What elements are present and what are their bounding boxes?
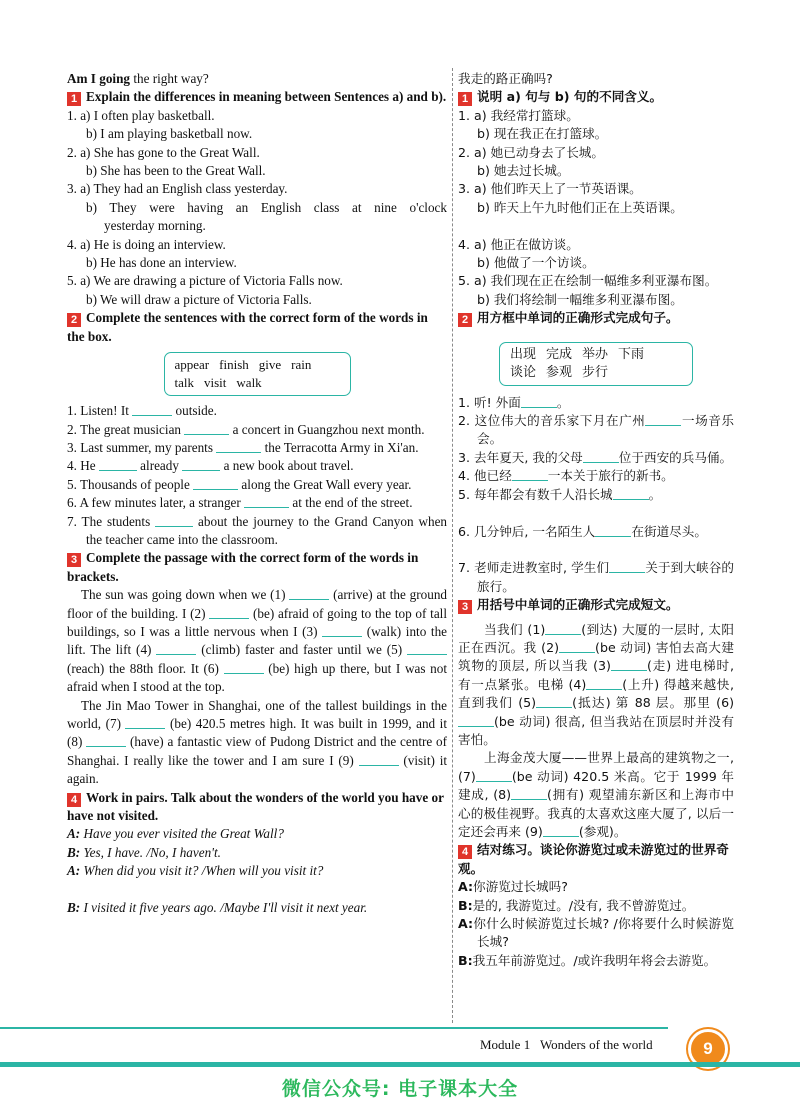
answer-blank[interactable] (125, 716, 165, 729)
list-item: 5. a) We are drawing a picture of Victoria Falls now. (67, 273, 343, 289)
footer-rule (0, 1027, 668, 1029)
page-number-badge: 9 (688, 1029, 728, 1069)
answer-blank[interactable] (586, 677, 622, 690)
question: 5. 每年都会有数千人沿长城 。 (458, 486, 662, 502)
answer-blank[interactable] (156, 642, 196, 655)
footer-band (0, 1062, 800, 1067)
word-box: appear finish give rain talk visit walk (164, 352, 351, 396)
passage-paragraph-cn: 上海金茂大厦——世界上最高的建筑物之一, (7) (be 动词) 420.5 米高。它于 1999 年建成, (8) (拥有) 观望浦东新区和上海市中心的极佳视野。我真的太喜欢这座大厦了, 以后一定还会再来 (9) (参观)。 (458, 750, 734, 839)
section-badge: 2 (458, 313, 472, 327)
list-item: 3. a) They had an English class yesterday. (67, 181, 288, 197)
list-item: 2. a) 她已动身去了长城。 (458, 144, 604, 160)
section-badge: 2 (67, 313, 81, 327)
list-item: b) 我们将绘制一幅维多利亚瀑布图。 (477, 291, 683, 307)
dialogue-line: A:你什么时候游览过长城? /你将要什么时候游览长城? (458, 916, 734, 950)
list-item: b) She has been to the Great Wall. (86, 163, 266, 179)
passage-paragraph: The sun was going down when we (1) (arrive) at the ground floor of the building. I (2) (be) afraid of going to the top of tall buildings, so I was a little nervous when I (3) (walk) into the lift. The lift (4) (climb) faster and faster until we (5) (reach) the 88th floor. It (6) (be) high up there, but I was not afraid when I stood at the top. (67, 587, 448, 695)
answer-blank[interactable] (613, 487, 649, 500)
dialogue-line: B: I visited it five years ago. /Maybe I'll visit it next year. (67, 900, 368, 916)
answer-blank[interactable] (132, 403, 172, 416)
lesson-title-cn: 我走的路正确吗? (458, 71, 553, 86)
list-item: 4. a) He is doing an interview. (67, 236, 226, 252)
answer-blank[interactable] (609, 560, 645, 573)
section-badge: 4 (67, 793, 81, 807)
dialogue-line: B:是的, 我游览过。/没有, 我不曾游览过。 (458, 897, 695, 913)
answer-blank[interactable] (289, 587, 329, 600)
section-1-heading-cn: 1 说明 a) 句与 b) 句的不同含义。 (458, 88, 734, 106)
english-column (67, 70, 447, 917)
dialogue-line: B: Yes, I have. /No, I haven't. (67, 844, 221, 860)
list-item: 1. a) I often play basketball. (67, 107, 215, 123)
list-item: b) He has done an interview. (86, 255, 237, 271)
question: 7. The students about the journey to the Grand Canyon when the teacher came into the classroom. (67, 513, 448, 547)
section-badge: 1 (458, 92, 472, 106)
answer-blank[interactable] (184, 422, 229, 435)
answer-blank[interactable] (583, 450, 619, 463)
answer-blank[interactable] (645, 413, 681, 426)
list-item: b) 他做了一个访谈。 (477, 255, 595, 271)
question: 6. 几分钟后, 一名陌生人 在街道尽头。 (458, 523, 707, 539)
answer-blank[interactable] (559, 640, 595, 653)
question: 1. Listen! It outside. (67, 403, 217, 419)
question: 3. Last summer, my parents the Terracotta Army in Xi'an. (67, 439, 419, 455)
section-badge: 4 (458, 845, 472, 859)
dialogue-line: B:我五年前游览过。/或许我明年将会去游览。 (458, 952, 717, 968)
answer-blank[interactable] (244, 495, 289, 508)
answer-blank[interactable] (99, 458, 137, 471)
list-item: yesterday morning. (104, 218, 206, 234)
dialogue-line: A:你游览过长城吗? (458, 879, 568, 895)
question: 2. The great musician a concert in Guangzhou next month. (67, 421, 425, 437)
answer-blank[interactable] (359, 753, 399, 766)
list-item: 4. a) 他正在做访谈。 (458, 236, 579, 252)
list-item: b) 现在我正在打篮球。 (477, 126, 608, 142)
section-3-heading-cn: 3 用括号中单词的正确形式完成短文。 (458, 596, 734, 614)
list-item: b) 她去过长城。 (477, 163, 570, 179)
answer-blank[interactable] (86, 734, 126, 747)
answer-blank[interactable] (536, 695, 572, 708)
question: 5. Thousands of people along the Great Wall every year. (67, 476, 412, 492)
answer-blank[interactable] (512, 468, 548, 481)
answer-blank[interactable] (511, 787, 547, 800)
answer-blank[interactable] (476, 769, 512, 782)
dialogue-line: A: Have you ever visited the Great Wall? (67, 826, 284, 842)
answer-blank[interactable] (182, 458, 220, 471)
answer-blank[interactable] (595, 524, 631, 537)
section-2-heading-cn: 2 用方框中单词的正确形式完成句子。 (458, 309, 734, 327)
question: 6. A few minutes later, a stranger at the end of the street. (67, 495, 413, 511)
list-item: b) 昨天上午九时他们正在上英语课。 (477, 199, 683, 215)
question: 4. He already a new book about travel. (67, 458, 354, 474)
answer-blank[interactable] (322, 624, 362, 637)
answer-blank[interactable] (216, 440, 261, 453)
passage-paragraph-cn: 当我们 (1) (到达) 大厦的一层时, 太阳正在西沉。我 (2) (be 动词) 害怕去高大建筑物的顶层, 所以当我 (3) (走) 进电梯时, 有一点紧张。电梯 (4) (上升) 得越来越快, 直到我们 (5) (抵达) 第 88 层。那里 (6)(be 动词) 很高, 但当我站在顶层时并没有害怕。 (458, 621, 735, 747)
section-4-heading: 4 Work in pairs. Talk about the wonders of the world you have or have not visited. (67, 789, 444, 824)
list-item: b) They were having an English class at nine o'clock (86, 199, 447, 215)
answer-blank[interactable] (521, 395, 557, 408)
chinese-column (458, 70, 734, 970)
section-2-heading: 2 Complete the sentences with the correct form of the words in the box. (67, 310, 428, 344)
column-divider (452, 68, 453, 1023)
section-badge: 3 (458, 600, 472, 614)
answer-blank[interactable] (545, 622, 581, 635)
question: 7. 老师走进教室时, 学生们 关于到大峡谷的旅行。 (458, 560, 735, 594)
dialogue-line: A: When did you visit it? /When will you visit it? (67, 863, 324, 879)
list-item: 1. a) 我经常打篮球。 (458, 107, 579, 123)
answer-blank[interactable] (193, 477, 238, 490)
section-4-heading-cn: 4 结对练习。谈论你游览过或未游览过的世界奇观。 (458, 842, 729, 876)
footer-module-title: Module 1 Wonders of the world (480, 1037, 653, 1052)
question: 2. 这位伟大的音乐家下月在广州 一场音乐会。 (458, 413, 734, 447)
question: 4. 他已经 一本关于旅行的新书。 (458, 468, 674, 484)
list-item: 2. a) She has gone to the Great Wall. (67, 144, 260, 160)
section-3-heading: 3 Complete the passage with the correct form of the words in brackets. (67, 550, 419, 584)
lesson-title: Am I going the right way? (67, 71, 209, 86)
answer-blank[interactable] (458, 714, 494, 727)
list-item: b) We will draw a picture of Victoria Falls. (86, 291, 312, 307)
list-item: b) I am playing basketball now. (86, 126, 253, 142)
word-box-cn: 出现 完成 举办 下雨 谈论 参观 步行 (499, 342, 693, 386)
section-badge: 3 (67, 553, 81, 567)
answer-blank[interactable] (543, 824, 579, 837)
answer-blank[interactable] (209, 606, 249, 619)
question: 3. 去年夏天, 我的父母 位于西安的兵马俑。 (458, 449, 733, 465)
list-item: 5. a) 我们现在正在绘制一幅维多利亚瀑布图。 (458, 273, 718, 289)
question: 1. 听! 外面 。 (458, 394, 570, 410)
section-badge: 1 (67, 92, 81, 106)
passage-paragraph: The Jin Mao Tower in Shanghai, one of the tallest buildings in the world, (7) (be) 420.5 metres high. It was built in 1999, and it (8) (have) a fantastic view of Pudong District and the centre of Shanghai. I really like the tower and I am sure I (9) (visit) it again. (67, 697, 448, 787)
section-1-heading: 1 Explain the differences in meaning between Sentences a) and b). (67, 88, 447, 106)
list-item: 3. a) 他们昨天上了一节英语课。 (458, 181, 642, 197)
answer-blank[interactable] (407, 642, 447, 655)
answer-blank[interactable] (155, 514, 193, 527)
watermark-text: 微信公众号: 电子课本大全 (281, 1078, 519, 1100)
answer-blank[interactable] (224, 661, 264, 674)
answer-blank[interactable] (611, 658, 647, 671)
